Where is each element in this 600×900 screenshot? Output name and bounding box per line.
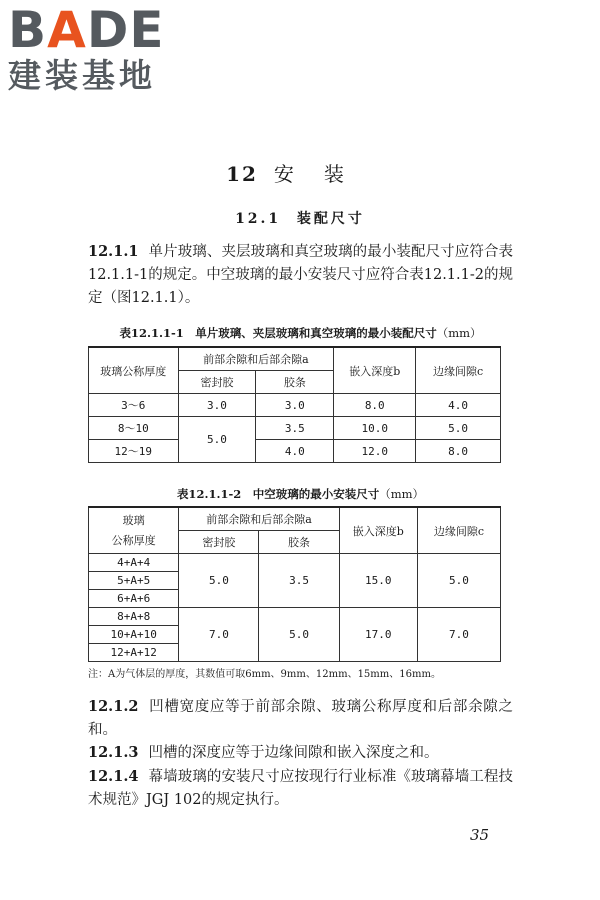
table1-header-strip: 胶条 [256,371,334,394]
table1-caption: 表12.1.1-1 单片玻璃、夹层玻璃和真空玻璃的最小装配尺寸（mm） [119,326,482,340]
clause-12-1-3 [88,741,513,765]
table1 [88,346,501,463]
table1-header-gap: 前部余隙和后部余隙a [178,347,334,371]
table-row: 10+A+10 [89,626,501,644]
table2-header-gap: 前部余隙和后部余隙a [179,507,339,531]
clause-text: 幕墙玻璃的安装尺寸应按现行行业标准《玻璃幕墙工程技术规范》JGJ 102的规定执行。 [88,769,513,808]
table-row: 3～6 3.0 3.0 8.0 4.0 [89,394,501,417]
table2 [88,506,501,662]
section-heading [0,208,600,228]
table-row: 4+A+4 5.0 3.5 15.0 5.0 [89,554,501,572]
table2-header-edge: 边缘间隙c [417,507,500,554]
section-number: 12.1 [235,211,282,227]
table-row: 6+A+6 [89,590,501,608]
clause-number: 12.1.1 [88,243,139,260]
chapter-heading [0,158,600,187]
table2-header-strip: 胶条 [259,531,339,554]
chapter-title: 安装 [273,162,374,186]
table-row: 8+A+8 7.0 5.0 17.0 7.0 [89,608,501,626]
table1-header-sealant: 密封胶 [178,371,256,394]
chapter-number: 12 [226,162,258,186]
table2-caption: 表12.1.1-2 中空玻璃的最小安装尺寸（mm） [176,487,425,501]
clause-12-1-4 [88,765,513,812]
clause-number: 12.1.3 [88,744,139,761]
clause-text: 单片玻璃、夹层玻璃和真空玻璃的最小装配尺寸应符合表12.1.1-1的规定。中空玻璃的最小安装尺寸应符合表12.1.1-2的规定（图12.1.1）。 [88,244,513,306]
table2-note: 注：A为气体层的厚度，其数值可取6mm、9mm、12mm、15mm、16mm。 [88,669,441,680]
page-number: 35 [470,826,490,844]
table-row: 12+A+12 [89,644,501,662]
table2-header-depth: 嵌入深度b [339,507,417,554]
table1-header-edge: 边缘间隙c [416,347,501,394]
logo-chinese: 建装基地 [8,56,156,95]
logo [8,1,178,96]
clause-text: 凹槽的深度应等于边缘间隙和嵌入深度之和。 [148,745,439,761]
clause-12-1-2 [88,695,513,742]
table2-header-thickness: 玻璃 公称厚度 [89,507,179,554]
table1-header-thickness: 玻璃公称厚度 [89,347,179,394]
table-row: 8～10 5.0 3.5 10.0 5.0 [89,417,501,440]
clause-12-1-1 [88,240,513,310]
table1-header-depth: 嵌入深度b [334,347,416,394]
logo-wordmark: BADE [8,1,165,59]
table-row: 5+A+5 [89,572,501,590]
table2-header-sealant: 密封胶 [179,531,259,554]
clause-number: 12.1.2 [88,698,139,715]
clause-text: 凹槽宽度应等于前部余隙、玻璃公称厚度和后部余隙之和。 [88,699,513,738]
section-title: 装配尺寸 [296,211,365,227]
clause-number: 12.1.4 [88,768,139,785]
table-row: 12～19 4.0 12.0 8.0 [89,440,501,463]
